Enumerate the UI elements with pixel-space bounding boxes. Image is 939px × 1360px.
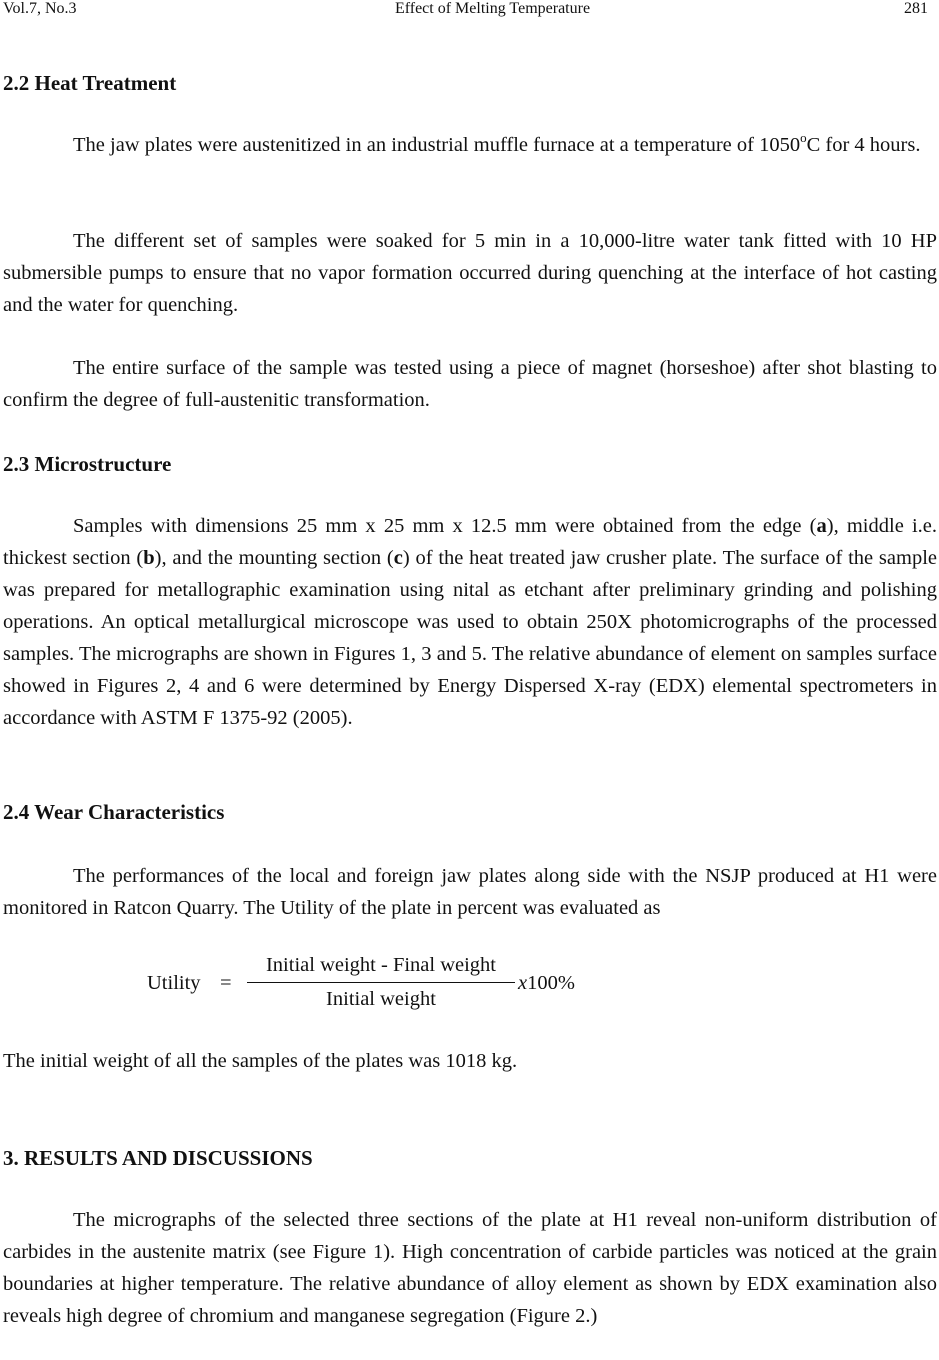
section-title-microstructure: 2.3 Microstructure <box>3 452 172 476</box>
equation-factor: 100% <box>527 972 575 994</box>
header-title: Effect of Melting Temperature <box>394 0 591 17</box>
header-volume: Vol.7, No.3 <box>3 0 77 17</box>
paragraph-text: C for 4 hours. <box>806 134 921 156</box>
paragraph-text: The jaw plates were austenitized in an industrial muffle furnace at a temperature of 1050 <box>73 134 801 156</box>
paragraph-soaking: The different set of samples were soaked for 5 min in a 10,000-litre water tank fitted with 10 HP submersible pumps to ensure that no vapor formation occurred during quenching at the interface of hot casting and the water for quenching. <box>3 230 937 316</box>
bold-label-c: c <box>393 547 403 569</box>
header-page-number: 281 <box>904 0 928 17</box>
paragraph-text: ), and the mounting section ( <box>154 547 394 569</box>
equation-numerator: Initial weight - Final weight <box>265 954 496 976</box>
equation-fraction <box>247 950 515 1013</box>
running-header <box>0 0 939 22</box>
bold-label-a: a <box>816 515 827 537</box>
paragraph-performance: The performances of the local and foreign jaw plates along side with the NSJP produced at H1 were monitored in Ratcon Quarry. The Utility of the plate in percent was evaluated as <box>3 865 937 919</box>
equation-multiplier: x <box>518 972 528 994</box>
paragraph-samples <box>3 510 937 734</box>
degree-superscript: o <box>800 130 807 145</box>
paragraph-micrographs: The micrographs of the selected three sections of the plate at H1 reveal non-uniform distribution of carbides in the austenite matrix (see Figure 1). High concentration of carbide particles was noticed at the grain boundaries at higher temperature. The relative abundance of alloy element as shown by EDX examination also reveals high degree of chromium and manganese segregation (Figure 2.) <box>3 1209 937 1327</box>
paragraph-austenitized <box>3 129 937 161</box>
paragraph-text: ), middle i.e. thickest section ( <box>3 515 937 569</box>
equation-equals: = <box>220 972 232 994</box>
paragraph-text: Samples with dimensions 25 mm x 25 mm x 12.5 mm were obtained from the edge ( <box>73 515 817 537</box>
paragraph-magnet-test: The entire surface of the sample was tested using a piece of magnet (horseshoe) after shot blasting to confirm the degree of full-austenitic transformation. <box>3 357 937 411</box>
utility-equation <box>147 950 607 1020</box>
bold-label-b: b <box>143 547 155 569</box>
section-title-wear: 2.4 Wear Characteristics <box>3 800 225 824</box>
section-title-results: 3. RESULTS AND DISCUSSIONS <box>3 1146 313 1170</box>
paragraph-text: ) of the heat treated jaw crusher plate. The surface of the sample was prepared for metallographic examination using nital as etchant after preliminary grinding and polishing operations. An optical metallurgical microscope was used to obtain 250X photomicrographs of the processed samples. The micrographs are shown in Figures 1, 3 and 5. The relative abundance of element on samples surface showed in Figures 2, 4 and 6 were determined by Energy Dispersed X-ray (EDX) elemental spectrometers in accordance with ASTM F 1375-92 (2005). <box>3 547 937 729</box>
equation-rhs <box>518 972 575 995</box>
section-title-heat-treatment: 2.2 Heat Treatment <box>3 71 177 95</box>
equation-denominator: Initial weight <box>326 988 436 1010</box>
paragraph-initial-weight: The initial weight of all the samples of the plates was 1018 kg. <box>3 1050 518 1072</box>
equation-lhs: Utility <box>147 972 201 994</box>
